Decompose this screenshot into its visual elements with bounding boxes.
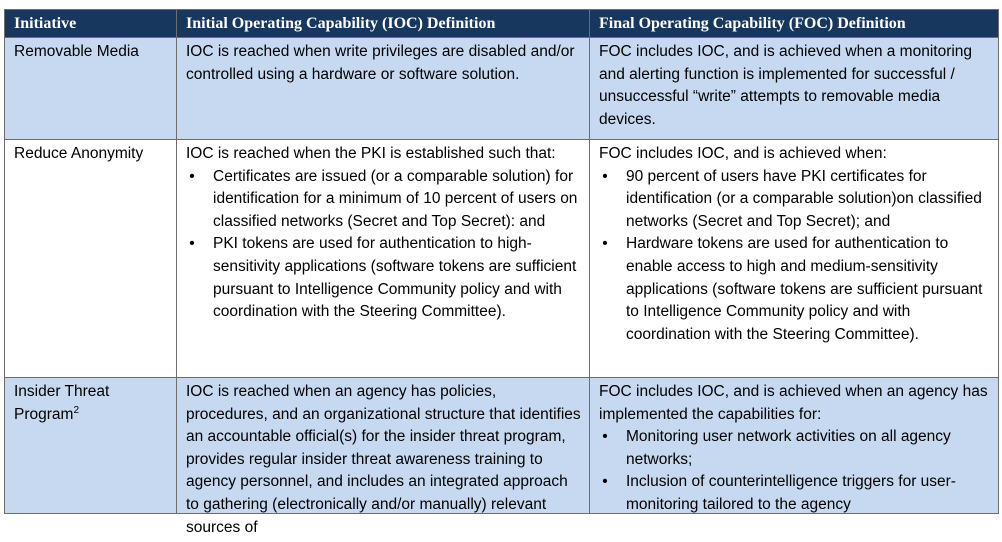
table-row-removable-media — [5, 38, 999, 140]
bullet-icon: • — [602, 473, 608, 491]
header-foc-definition: Final Operating Capability (FOC) Definition — [590, 10, 999, 38]
foc-bullet-list — [599, 426, 990, 516]
foc-text: FOC includes IOC, and is achieved when a monitoring and alerting function is implemented for successful / unsuccessful “write” attempts to removable media devices. — [599, 43, 973, 128]
initiative-cell — [5, 378, 177, 514]
list-item: • Monitoring user network activities on all agency networks; — [626, 426, 990, 471]
initiative-cell — [5, 38, 177, 140]
initiative-label: Insider Threat — [14, 383, 110, 400]
bullet-icon: • — [602, 235, 608, 253]
ioc-cell — [177, 378, 590, 536]
table-row-insider-threat — [5, 378, 999, 514]
bullet-icon: • — [602, 428, 608, 446]
foc-intro: FOC includes IOC, and is achieved when: — [599, 145, 887, 162]
footnote-marker: 2 — [73, 404, 79, 416]
bullet-icon: • — [189, 235, 195, 253]
ioc-cell — [177, 140, 590, 378]
list-item: • Hardware tokens are used for authentication to enable access to high and medium-sensitivity applications (software tokens are sufficient pursuant to Intelligence Community policy and with coordination with the Steering Committee). — [626, 233, 990, 346]
ioc-intro: IOC is reached when the PKI is established such that: — [186, 145, 556, 162]
header-ioc-definition: Initial Operating Capability (IOC) Definition — [177, 10, 590, 38]
initiative-label: Reduce Anonymity — [14, 145, 144, 162]
list-item: • 90 percent of users have PKI certificates for identification (or a comparable solution)on classified networks (Secret and Top Secret); and — [626, 166, 990, 234]
foc-bullet-list — [599, 166, 990, 347]
list-item: • Certificates are issued (or a comparable solution) for identification for a minimum of 10 percent of users on classified networks (Secret and Top Secret): and — [213, 166, 581, 234]
initiative-label-line2: Program — [14, 405, 74, 423]
foc-cell — [590, 38, 999, 140]
initiative-label: Removable Media — [14, 43, 139, 60]
ioc-text: IOC is reached when write privileges are disabled and/or controlled using a hardware or software solution. — [186, 43, 575, 83]
initiative-cell — [5, 140, 177, 378]
foc-cell — [590, 140, 999, 378]
foc-intro: FOC includes IOC, and is achieved when an agency has implemented the capabilities for: — [599, 383, 988, 423]
ioc-text: IOC is reached when an agency has policies, procedures, and an organizational structure that identifies an accountable official(s) for the insider threat program, provides regular insider threat awareness training to agency personnel, and includes an integrated approach to gathering (electronically and/or manually) relevant sources of — [186, 383, 581, 536]
foc-cell — [590, 378, 999, 514]
header-initiative: Initiative — [5, 10, 177, 38]
bullet-icon: • — [602, 167, 608, 185]
list-item: • PKI tokens are used for authentication to high-sensitivity applications (software tokens are sufficient pursuant to Intelligence Community policy and with coordination with the Steering Committee). — [213, 233, 581, 323]
table-row-reduce-anonymity — [5, 140, 999, 378]
ioc-bullet-list — [186, 166, 581, 324]
header-row — [5, 10, 999, 38]
ioc-cell — [177, 38, 590, 140]
capability-table — [4, 9, 999, 536]
bullet-icon: • — [189, 167, 195, 185]
list-item: • Inclusion of counterintelligence triggers for user-monitoring tailored to the agency — [626, 471, 990, 516]
